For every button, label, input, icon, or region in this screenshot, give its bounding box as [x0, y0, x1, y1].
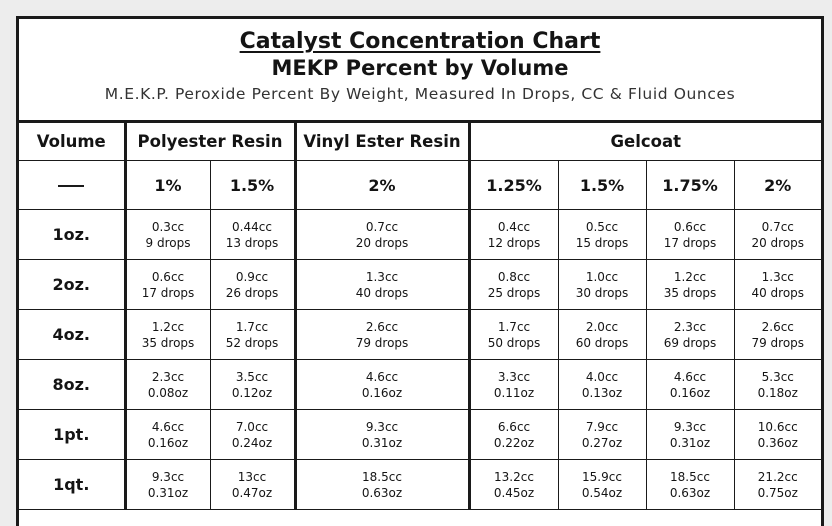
table-row [19, 410, 821, 460]
cc-value: 2.0cc [585, 319, 619, 334]
percent-cell: 2% [734, 161, 821, 210]
drops-value: 35 drops [663, 285, 717, 300]
group-header-row [19, 123, 821, 161]
cc-value: 7.9cc [585, 419, 619, 434]
cc-value: 1.2cc [673, 269, 707, 284]
data-cell [646, 310, 734, 360]
drops-value: 0.31oz [669, 435, 711, 450]
data-cell [646, 360, 734, 410]
data-cell [558, 360, 646, 410]
data-cell [646, 260, 734, 310]
cc-value: 18.5cc [670, 469, 710, 484]
cc-value: 1.0cc [585, 269, 619, 284]
cc-value: 18.5cc [362, 469, 402, 484]
drops-value: 0.16oz [147, 435, 189, 450]
volume-cell: 4oz. [19, 310, 125, 360]
data-cell [558, 310, 646, 360]
data-cell [125, 260, 210, 310]
data-cell [469, 210, 558, 260]
cc-value: 4.0cc [585, 369, 619, 384]
catalyst-chart [16, 16, 824, 526]
cc-value: 21.2cc [757, 469, 798, 484]
data-cell [295, 310, 469, 360]
dash-icon [58, 185, 84, 187]
table-row [19, 260, 821, 310]
data-cell [734, 210, 821, 260]
data-cell [734, 460, 821, 510]
cc-value: 0.8cc [497, 269, 531, 284]
drops-value: 0.75oz [757, 485, 798, 500]
cc-value: 0.7cc [761, 219, 794, 234]
drops-value: 0.27oz [581, 435, 623, 450]
volume-header: Volume [19, 123, 125, 161]
data-cell [210, 410, 295, 460]
chart-title: Catalyst Concentration Chart [239, 29, 601, 54]
cc-value: 15.9cc [582, 469, 622, 484]
drops-value: 40 drops [355, 285, 409, 300]
cc-value: 6.6cc [497, 419, 531, 434]
cc-value: 7.0cc [235, 419, 269, 434]
data-cell [646, 210, 734, 260]
drops-value: 0.63oz [669, 485, 711, 500]
percent-cell: 1% [125, 161, 210, 210]
data-cell [125, 360, 210, 410]
cc-value: 2.6cc [365, 319, 399, 334]
percent-cell: 1.25% [469, 161, 558, 210]
percent-cell: 2% [295, 161, 469, 210]
drops-value: 0.54oz [581, 485, 623, 500]
cc-value: 1.3cc [365, 269, 399, 284]
data-cell [469, 310, 558, 360]
data-cell [469, 460, 558, 510]
volume-cell: 1oz. [19, 210, 125, 260]
volume-cell: 1pt. [19, 410, 125, 460]
percent-cell: 1.5% [558, 161, 646, 210]
data-cell [125, 460, 210, 510]
data-cell [295, 410, 469, 460]
drops-value: 35 drops [141, 335, 195, 350]
data-cell [295, 360, 469, 410]
cc-value: 3.5cc [235, 369, 269, 384]
cc-value: 9.3cc [673, 419, 707, 434]
data-cell [558, 460, 646, 510]
data-cell [125, 310, 210, 360]
data-cell [734, 310, 821, 360]
data-cell [646, 410, 734, 460]
drops-value: 0.12oz [231, 385, 273, 400]
percent-dash-cell [19, 161, 125, 210]
cc-value: 1.2cc [151, 319, 185, 334]
drops-value: 40 drops [751, 285, 805, 300]
drops-value: 9 drops [145, 235, 191, 250]
volume-cell: 2oz. [19, 260, 125, 310]
data-cell [469, 360, 558, 410]
drops-value: 30 drops [575, 285, 629, 300]
data-cell [469, 410, 558, 460]
vinyl-ester-header: Vinyl Ester Resin [295, 123, 469, 161]
chart-description: M.E.K.P. Peroxide Percent By Weight, Measured In Drops, CC & Fluid Ounces [104, 85, 736, 103]
cc-value: 1.7cc [235, 319, 269, 334]
drops-value: 0.13oz [581, 385, 623, 400]
drops-value: 26 drops [225, 285, 279, 300]
drops-value: 0.24oz [231, 435, 273, 450]
drops-value: 0.16oz [669, 385, 711, 400]
data-cell [558, 210, 646, 260]
table-row [19, 460, 821, 510]
cc-value: 4.6cc [673, 369, 707, 384]
percent-row [19, 161, 821, 210]
drops-value: 12 drops [487, 235, 541, 250]
data-cell [558, 260, 646, 310]
polyester-header: Polyester Resin [125, 123, 295, 161]
drops-value: 52 drops [225, 335, 279, 350]
cc-value: 2.6cc [761, 319, 794, 334]
table-row [19, 210, 821, 260]
data-cell [734, 260, 821, 310]
percent-cell: 1.5% [210, 161, 295, 210]
drops-value: 0.47oz [231, 485, 273, 500]
drops-value: 25 drops [487, 285, 541, 300]
data-cell [558, 410, 646, 460]
data-cell [295, 460, 469, 510]
data-cell [210, 260, 295, 310]
data-cell [734, 360, 821, 410]
drops-value: 15 drops [575, 235, 629, 250]
drops-value: 60 drops [575, 335, 629, 350]
cc-value: 2.3cc [673, 319, 707, 334]
data-cell [125, 410, 210, 460]
drops-value: 0.31oz [361, 435, 403, 450]
drops-value: 0.63oz [361, 485, 403, 500]
drops-value: 50 drops [487, 335, 541, 350]
cc-value: 0.4cc [497, 219, 531, 234]
drops-value: 79 drops [355, 335, 409, 350]
data-cell [125, 210, 210, 260]
cc-value: 0.5cc [585, 219, 619, 234]
cc-value: 13cc [237, 469, 267, 484]
cc-value: 0.6cc [673, 219, 707, 234]
drops-value: 13 drops [225, 235, 279, 250]
drops-value: 0.45oz [493, 485, 535, 500]
cc-value: 5.3cc [761, 369, 794, 384]
cc-value: 0.7cc [365, 219, 399, 234]
drops-value: 0.22oz [493, 435, 535, 450]
drops-value: 79 drops [751, 335, 805, 350]
drops-value: 20 drops [355, 235, 409, 250]
data-cell [646, 460, 734, 510]
drops-value: 0.18oz [757, 385, 798, 400]
data-cell [295, 210, 469, 260]
drops-value: 0.08oz [147, 385, 189, 400]
drops-value: 17 drops [141, 285, 195, 300]
chart-subtitle: MEKP Percent by Volume [271, 56, 569, 80]
cc-value: 0.44cc [232, 219, 272, 234]
drops-value: 17 drops [663, 235, 717, 250]
gelcoat-header: Gelcoat [469, 123, 821, 161]
cc-value: 1.3cc [761, 269, 794, 284]
cc-value: 4.6cc [151, 419, 185, 434]
volume-cell: 8oz. [19, 360, 125, 410]
drops-value: 20 drops [751, 235, 805, 250]
drops-value: 0.16oz [361, 385, 403, 400]
cc-value: 9.3cc [151, 469, 185, 484]
cc-value: 10.6cc [757, 419, 798, 434]
table-row [19, 360, 821, 410]
cc-value: 4.6cc [365, 369, 399, 384]
cc-value: 3.3cc [497, 369, 531, 384]
data-cell [210, 210, 295, 260]
cc-value: 1.7cc [497, 319, 531, 334]
data-cell [469, 260, 558, 310]
chart-header [19, 19, 821, 123]
data-cell [734, 410, 821, 460]
drops-value: 0.11oz [493, 385, 535, 400]
volume-cell: 1qt. [19, 460, 125, 510]
data-cell [210, 460, 295, 510]
cc-value: 0.3cc [151, 219, 185, 234]
table-row [19, 310, 821, 360]
data-cell [295, 260, 469, 310]
data-cell [210, 360, 295, 410]
cc-value: 9.3cc [365, 419, 399, 434]
drops-value: 0.31oz [147, 485, 189, 500]
cc-value: 0.9cc [235, 269, 269, 284]
catalyst-table [19, 123, 821, 510]
cc-value: 0.6cc [151, 269, 185, 284]
cc-value: 2.3cc [151, 369, 185, 384]
cc-value: 13.2cc [494, 469, 534, 484]
percent-cell: 1.75% [646, 161, 734, 210]
drops-value: 0.36oz [757, 435, 798, 450]
data-cell [210, 310, 295, 360]
drops-value: 69 drops [663, 335, 717, 350]
